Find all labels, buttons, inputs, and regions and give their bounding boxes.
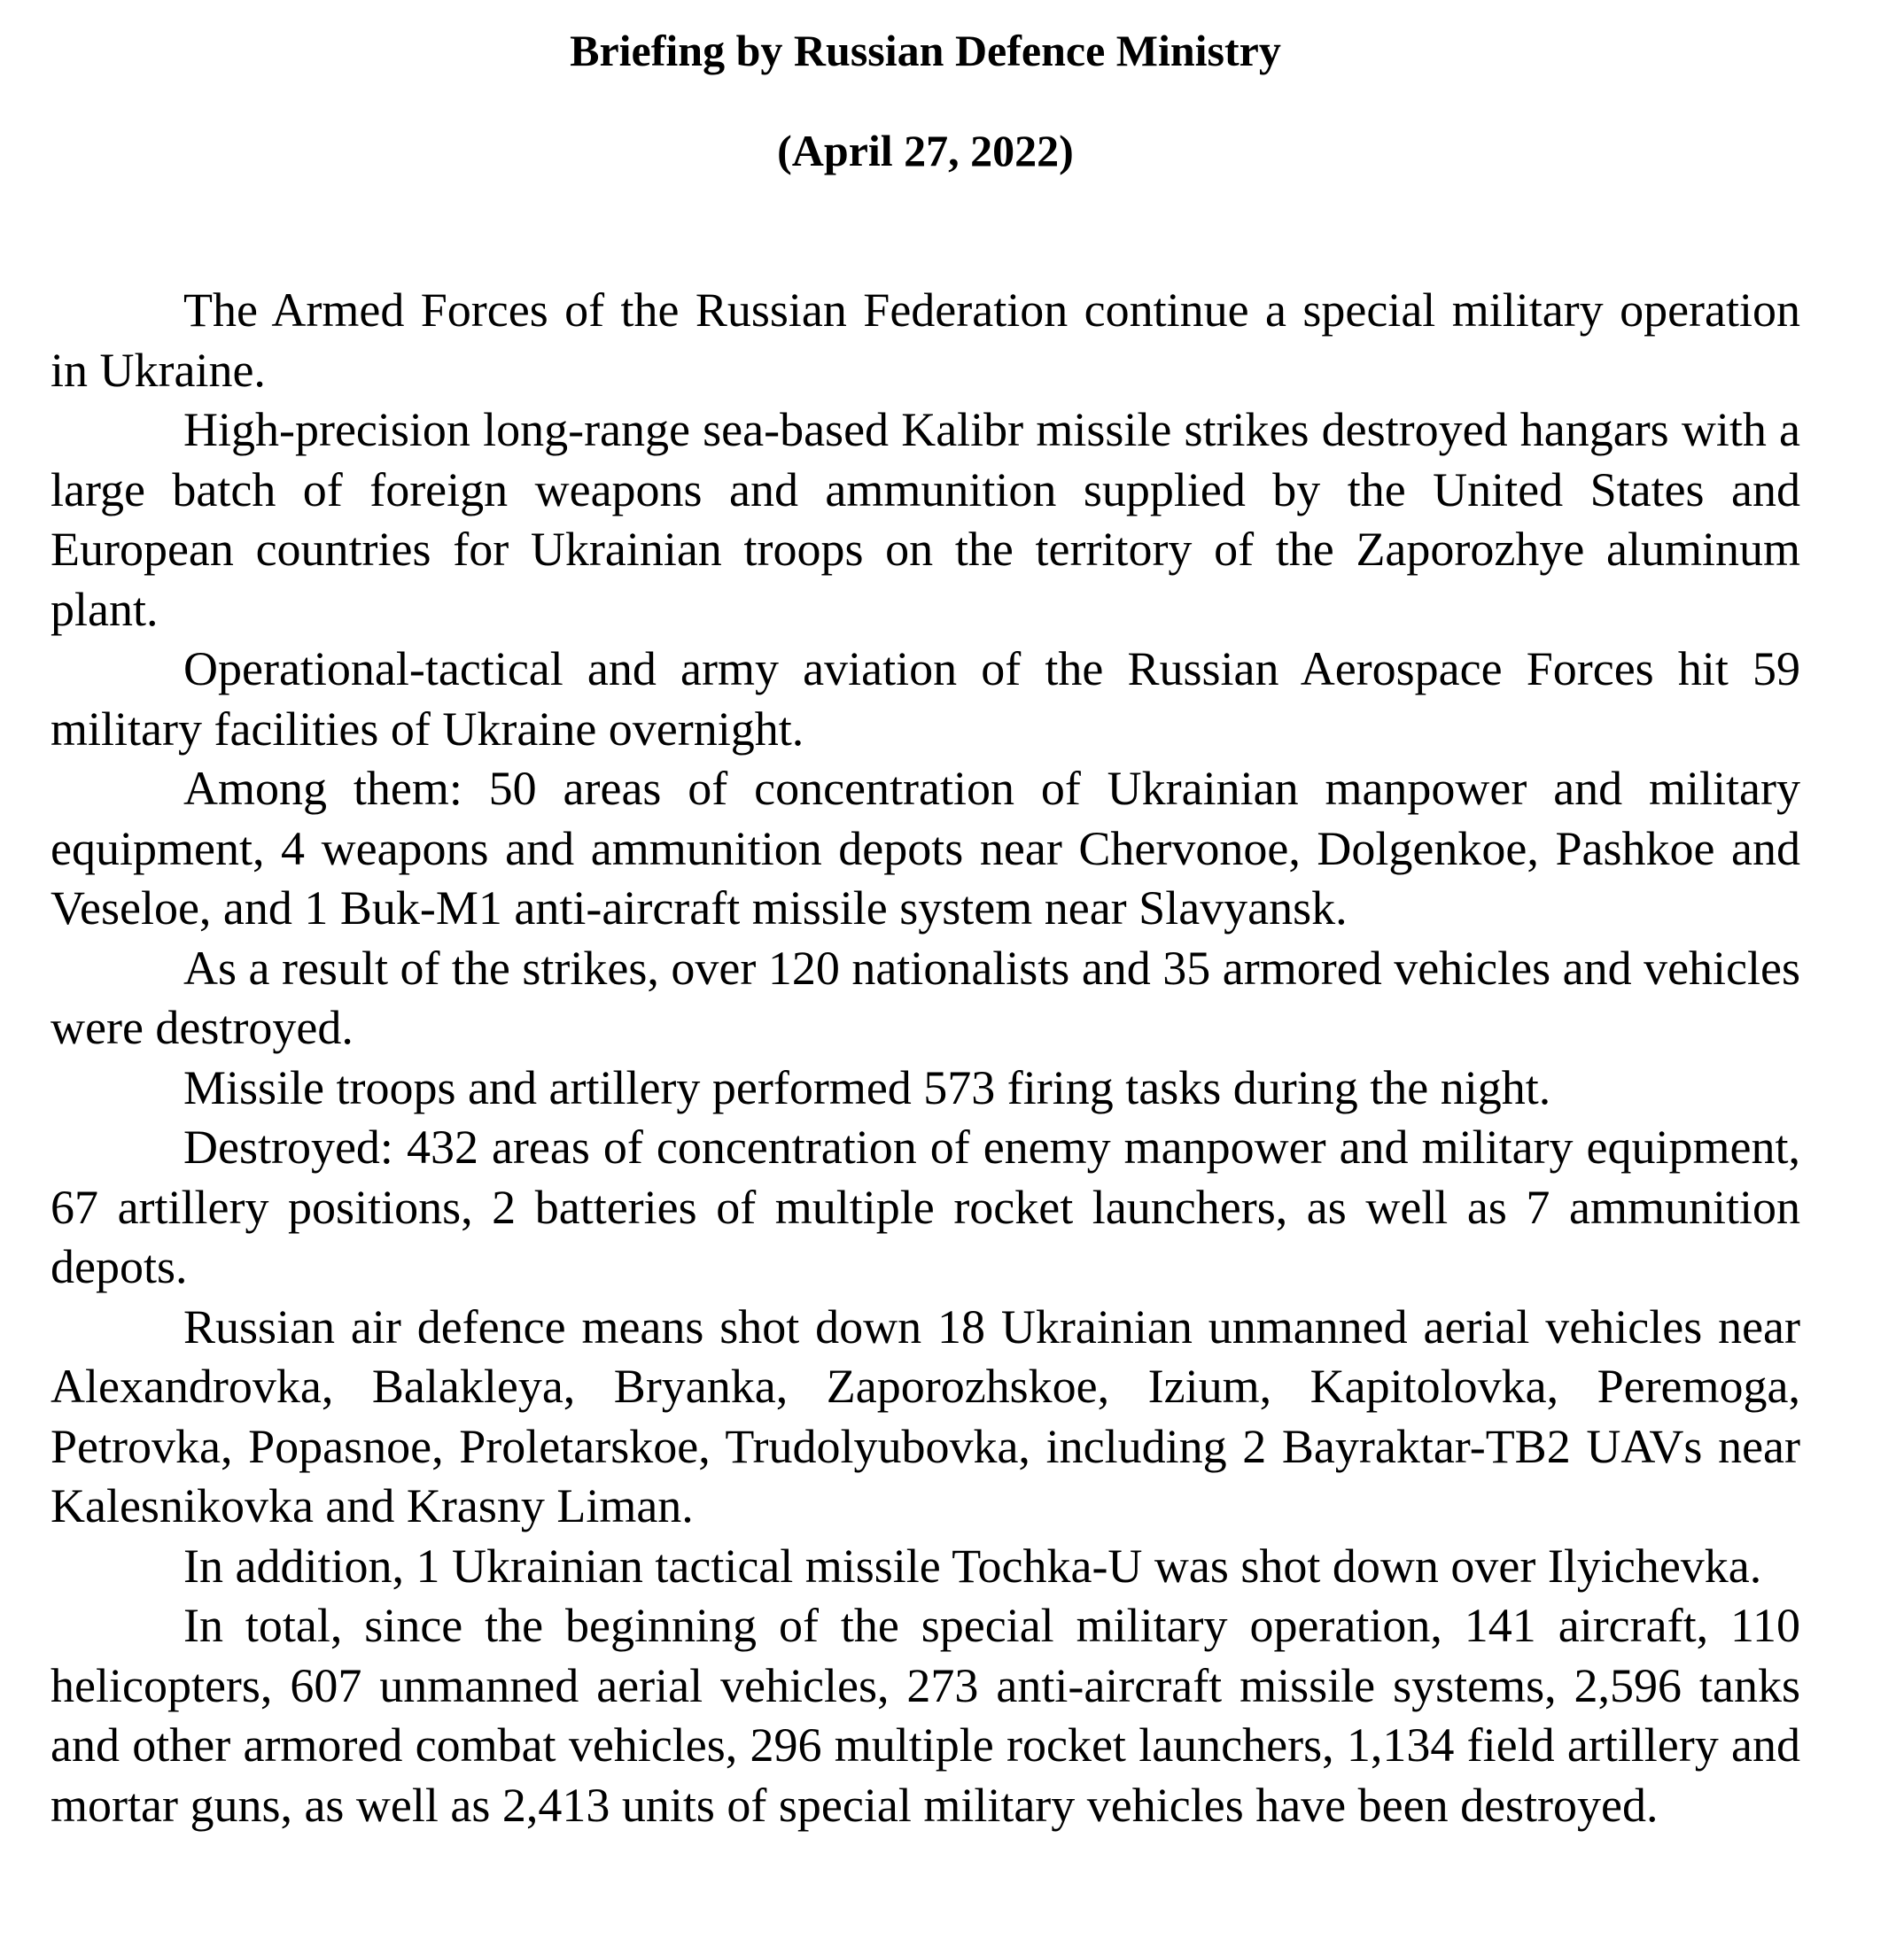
paragraph-8: Russian air defence means shot down 18 Ukrainian unmanned aerial vehicles near Alexandrovka, Balakleya, Bryanka, Zaporozhskoe, Izium, Kapitolovka, Peremoga, Petrovka, Popasnoe, Proletarskoe, Trudolyubovka, including 2 Bayraktar-TB2 UAVs near Kalesnikovka and Krasny Liman. — [51, 1299, 1800, 1532]
paragraph-5: As a result of the strikes, over 120 nationalists and 35 armored vehicles and vehicles were destroyed. — [51, 941, 1801, 1054]
paragraph-2: High-precision long-range sea-based Kalibr missile strikes destroyed hangars with a large batch of foreign weapons and ammunition supplied by the United States and European countries for Ukrainian troops on the territory of the Zaporozhye aluminum plant. — [51, 403, 1800, 636]
paragraph-7: Destroyed: 432 areas of concentration of enemy manpower and military equipment, 67 artillery positions, 2 batteries of multiple rocket launchers, as well as 7 ammunition depots. — [51, 1121, 1800, 1293]
paragraph-6: Missile troops and artillery performed 573 firing tasks during the night. — [183, 1060, 1551, 1114]
paragraph-4: Among them: 50 areas of concentration of Ukrainian manpower and military equipment, 4 weapons and ammunition depots near Chervonoe, Dolgenkoe, Pashkoe and Veseloe, and 1 Buk-M1 anti-aircraft missile system near Slavyansk. — [51, 762, 1800, 935]
paragraph-10: In total, since the beginning of the special military operation, 141 aircraft, 110 helicopters, 607 unmanned aerial vehicles, 273 anti-aircraft missile systems, 2,596 tanks and other armored combat vehicles, 296 multiple rocket launchers, 1,134 field artillery and mortar guns, as well as 2,413 units of special military vehicles have been destroyed. — [51, 1599, 1800, 1832]
document-body — [51, 281, 1800, 1835]
document-date: (April 27, 2022) — [777, 126, 1074, 175]
document-page — [51, 0, 1800, 1835]
paragraph-1: The Armed Forces of the Russian Federation continue a special military operation in Ukraine. — [51, 283, 1800, 397]
paragraph-9: In addition, 1 Ukrainian tactical missile Tochka-U was shot down over Ilyichevka. — [183, 1539, 1762, 1593]
paragraph-3: Operational-tactical and army aviation of the Russian Aerospace Forces hit 59 military facilities of Ukraine overnight. — [51, 642, 1800, 756]
document-title: Briefing by Russian Defence Ministry — [570, 26, 1281, 75]
